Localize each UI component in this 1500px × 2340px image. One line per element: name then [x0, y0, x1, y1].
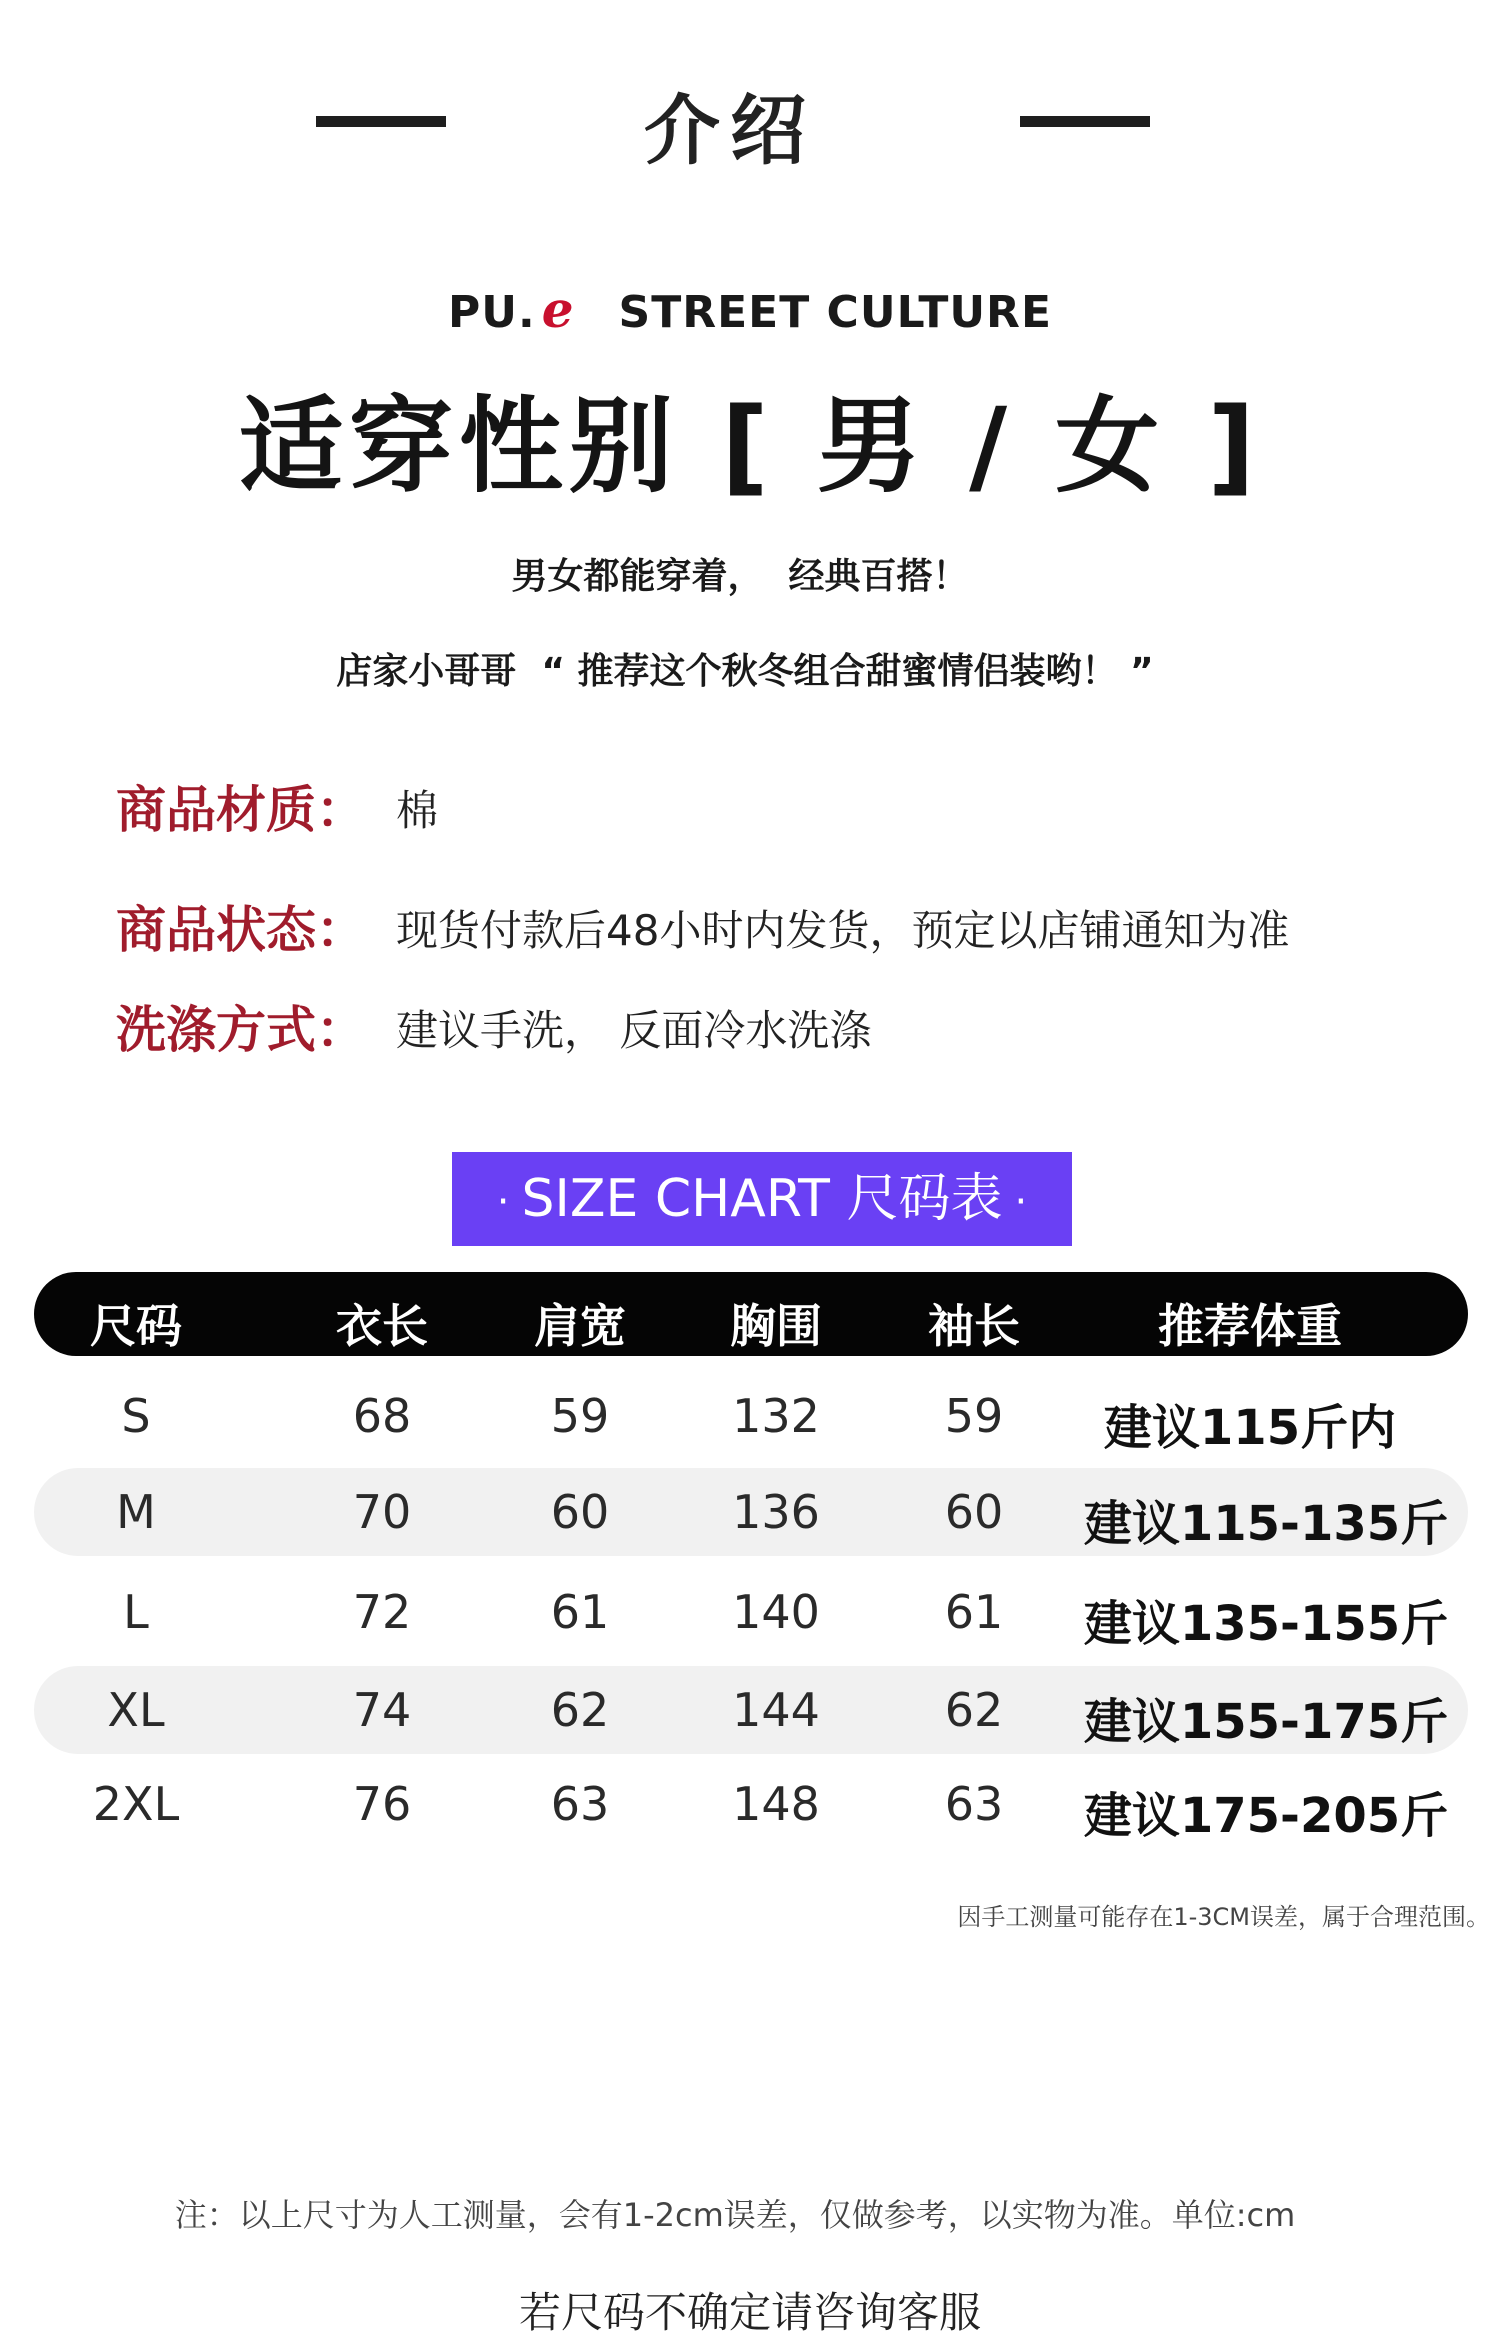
section-title: 介绍	[644, 86, 816, 175]
cell-weight: 建议115斤内	[1103, 1400, 1397, 1456]
consult-service-text: 若尺码不确定请咨询客服	[518, 2288, 981, 2337]
washing-value: 建议手洗， 反面冷水洗涤	[396, 1006, 872, 1055]
header-weight: 推荐体重	[1158, 1299, 1342, 1353]
washing-label: 洗涤方式：	[116, 1001, 366, 1059]
cell-size: S	[121, 1389, 151, 1443]
cell-shoulder: 60	[550, 1485, 610, 1539]
cell-length: 76	[352, 1777, 412, 1831]
cell-size: XL	[107, 1683, 165, 1737]
cell-length: 70	[352, 1485, 412, 1539]
cell-sleeve: 61	[944, 1585, 1004, 1639]
cell-shoulder: 61	[550, 1585, 610, 1639]
cell-chest: 144	[732, 1683, 820, 1737]
brand-tagline: STREET CULTURE	[618, 287, 1052, 338]
cell-weight: 建议175-205斤	[1083, 1788, 1449, 1844]
gender-headline: 适穿性别 [ 男 / 女 ]	[238, 385, 1262, 507]
banner-dot-left: ·	[496, 1179, 510, 1225]
cell-sleeve: 63	[944, 1777, 1004, 1831]
cell-length: 68	[352, 1389, 412, 1443]
table-row	[34, 1468, 1468, 1556]
cell-weight: 建议115-135斤	[1083, 1496, 1449, 1552]
table-row	[34, 1760, 1468, 1848]
cell-size: 2XL	[92, 1777, 180, 1831]
header-sleeve: 袖长	[928, 1299, 1020, 1353]
material-label: 商品材质：	[116, 781, 366, 839]
status-label: 商品状态：	[116, 901, 366, 959]
brand-prefix: PU.	[448, 287, 536, 338]
cell-shoulder: 62	[550, 1683, 610, 1737]
cell-sleeve: 62	[944, 1683, 1004, 1737]
table-row	[34, 1372, 1468, 1460]
banner-text: SIZE CHART 尺码表	[521, 1169, 1003, 1229]
header-chest: 胸围	[730, 1299, 822, 1353]
material-value: 棉	[396, 786, 439, 835]
cell-length: 72	[352, 1585, 412, 1639]
table-row	[34, 1568, 1468, 1656]
table-row	[34, 1666, 1468, 1754]
banner-dot-right: ·	[1014, 1179, 1028, 1225]
cell-weight: 建议135-155斤	[1083, 1596, 1449, 1652]
cell-chest: 132	[732, 1389, 820, 1443]
subtitle-recommend: 店家小哥哥 “ 推荐这个秋冬组合甜蜜情侣装哟！ ”	[336, 651, 1154, 692]
right-dash-decoration	[1020, 116, 1150, 127]
brand-line	[0, 280, 1500, 339]
brand-e-logo: e	[541, 280, 575, 339]
size-table-header	[34, 1272, 1468, 1356]
cell-chest: 136	[732, 1485, 820, 1539]
header-size: 尺码	[90, 1299, 182, 1353]
cell-shoulder: 59	[550, 1389, 610, 1443]
header-shoulder: 肩宽	[534, 1299, 626, 1353]
subtitle-unisex: 男女都能穿着， 经典百搭！	[511, 556, 969, 597]
status-value: 现货付款后48小时内发货，预定以店铺通知为准	[396, 906, 1290, 955]
cell-size: L	[123, 1585, 149, 1639]
measurement-note: 注：以上尺寸为人工测量，会有1-2cm误差，仅做参考，以实物为准。单位:cm	[174, 2196, 1296, 2234]
measurement-footnote: 因手工测量可能存在1-3CM误差，属于合理范围。	[957, 1903, 1490, 1931]
cell-sleeve: 60	[944, 1485, 1004, 1539]
header-length: 衣长	[336, 1299, 428, 1353]
cell-chest: 148	[732, 1777, 820, 1831]
cell-size: M	[116, 1485, 156, 1539]
cell-shoulder: 63	[550, 1777, 610, 1831]
cell-sleeve: 59	[944, 1389, 1004, 1443]
cell-length: 74	[352, 1683, 412, 1737]
cell-weight: 建议155-175斤	[1083, 1694, 1449, 1750]
size-chart-banner	[452, 1152, 1072, 1246]
cell-chest: 140	[732, 1585, 820, 1639]
